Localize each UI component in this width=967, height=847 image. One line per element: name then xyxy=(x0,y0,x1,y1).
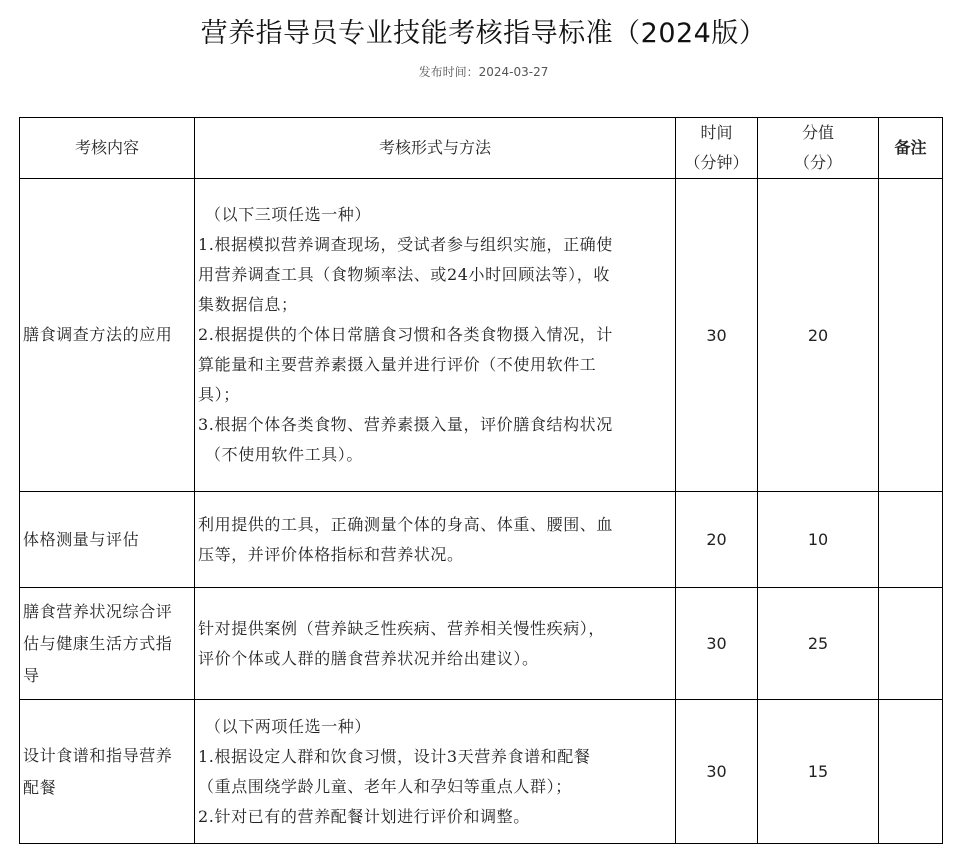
method-line: 压等，并评价体格指标和营养状况。 xyxy=(198,544,464,564)
item-cell xyxy=(20,588,195,700)
method-cell xyxy=(195,700,676,844)
method-line: 算能量和主要营养素摄入量并进行评价（不使用软件工 xyxy=(198,355,597,374)
table-row xyxy=(20,492,943,588)
method-line: （不使用软件工具）。 xyxy=(205,445,364,464)
method-line: 1.根据设定人群和饮食习惯，设计3天营养食谱和配餐 xyxy=(198,746,591,766)
time-cell: 30 xyxy=(676,588,758,700)
method-line: 具）； xyxy=(198,385,240,404)
table-row xyxy=(20,588,943,700)
score-cell: 10 xyxy=(758,492,879,588)
header-score-line2: （分） xyxy=(793,153,842,172)
method-cell xyxy=(195,588,676,700)
header-time xyxy=(676,118,758,179)
method-line: 2.根据提供的个体日常膳食习惯和各类食物摄入情况，计 xyxy=(198,325,613,344)
time-cell: 20 xyxy=(676,492,758,588)
table-row xyxy=(20,179,943,492)
publish-meta xyxy=(0,62,967,82)
method-line: 3.根据个体各类食物、营养素摄入量，评价膳食结构状况 xyxy=(198,415,613,434)
item-line: 膳食营养状况综合评 xyxy=(23,601,173,621)
method-line: 用营养调查工具（食物频率法、或24小时回顾法等），收 xyxy=(198,265,610,284)
method-line: （重点围绕学龄儿童、老年人和孕妇等重点人群）； xyxy=(198,776,572,796)
method-line: （以下两项任选一种） xyxy=(205,716,372,736)
method-line: （以下三项任选一种） xyxy=(205,205,372,224)
table-header-row xyxy=(20,118,943,179)
header-item: 考核内容 xyxy=(20,118,195,179)
header-time-line2: （分钟） xyxy=(684,153,749,172)
method-cell xyxy=(195,179,676,492)
score-cell: 20 xyxy=(758,179,879,492)
item-cell xyxy=(20,492,195,588)
method-line: 2.针对已有的营养配餐计划进行评价和调整。 xyxy=(198,806,530,826)
header-method: 考核形式与方法 xyxy=(195,118,676,179)
header-score xyxy=(758,118,879,179)
method-line: 针对提供案例（营养缺乏性疾病、营养相关慢性疾病）， xyxy=(198,618,606,638)
header-remark: 备注 xyxy=(879,118,943,179)
method-line: 评价个体或人群的膳食营养状况并给出建议）。 xyxy=(198,648,539,668)
remark-cell xyxy=(879,588,943,700)
header-time-line1: 时间 xyxy=(700,123,733,142)
remark-cell xyxy=(879,492,943,588)
method-cell xyxy=(195,492,676,588)
page-title: 营养指导员专业技能考核指导标准（2024版） xyxy=(200,18,767,49)
method-line: 1.根据模拟营养调查现场，受试者参与组织实施，正确使 xyxy=(198,235,613,254)
table-row xyxy=(20,700,943,844)
publish-date: 2024-03-27 xyxy=(478,65,549,79)
time-cell: 30 xyxy=(676,700,758,844)
item-line: 膳食调查方法的应用 xyxy=(23,325,173,344)
score-cell: 25 xyxy=(758,588,879,700)
time-cell: 30 xyxy=(676,179,758,492)
method-line: 利用提供的工具，正确测量个体的身高、体重、腰围、血 xyxy=(198,514,614,534)
item-line: 体格测量与评估 xyxy=(23,529,140,549)
item-line: 设计食谱和指导营养 xyxy=(23,745,173,765)
item-line: 估与健康生活方式指 xyxy=(23,633,173,653)
remark-cell xyxy=(879,700,943,844)
score-cell: 15 xyxy=(758,700,879,844)
header-score-line1: 分值 xyxy=(801,123,834,142)
remark-cell xyxy=(879,179,943,492)
standard-table xyxy=(19,117,943,844)
publish-label: 发布时间： xyxy=(418,65,479,79)
item-line: 导 xyxy=(23,665,40,685)
item-line: 配餐 xyxy=(23,777,57,797)
method-line: 集数据信息； xyxy=(198,295,298,314)
item-cell xyxy=(20,179,195,492)
item-cell xyxy=(20,700,195,844)
